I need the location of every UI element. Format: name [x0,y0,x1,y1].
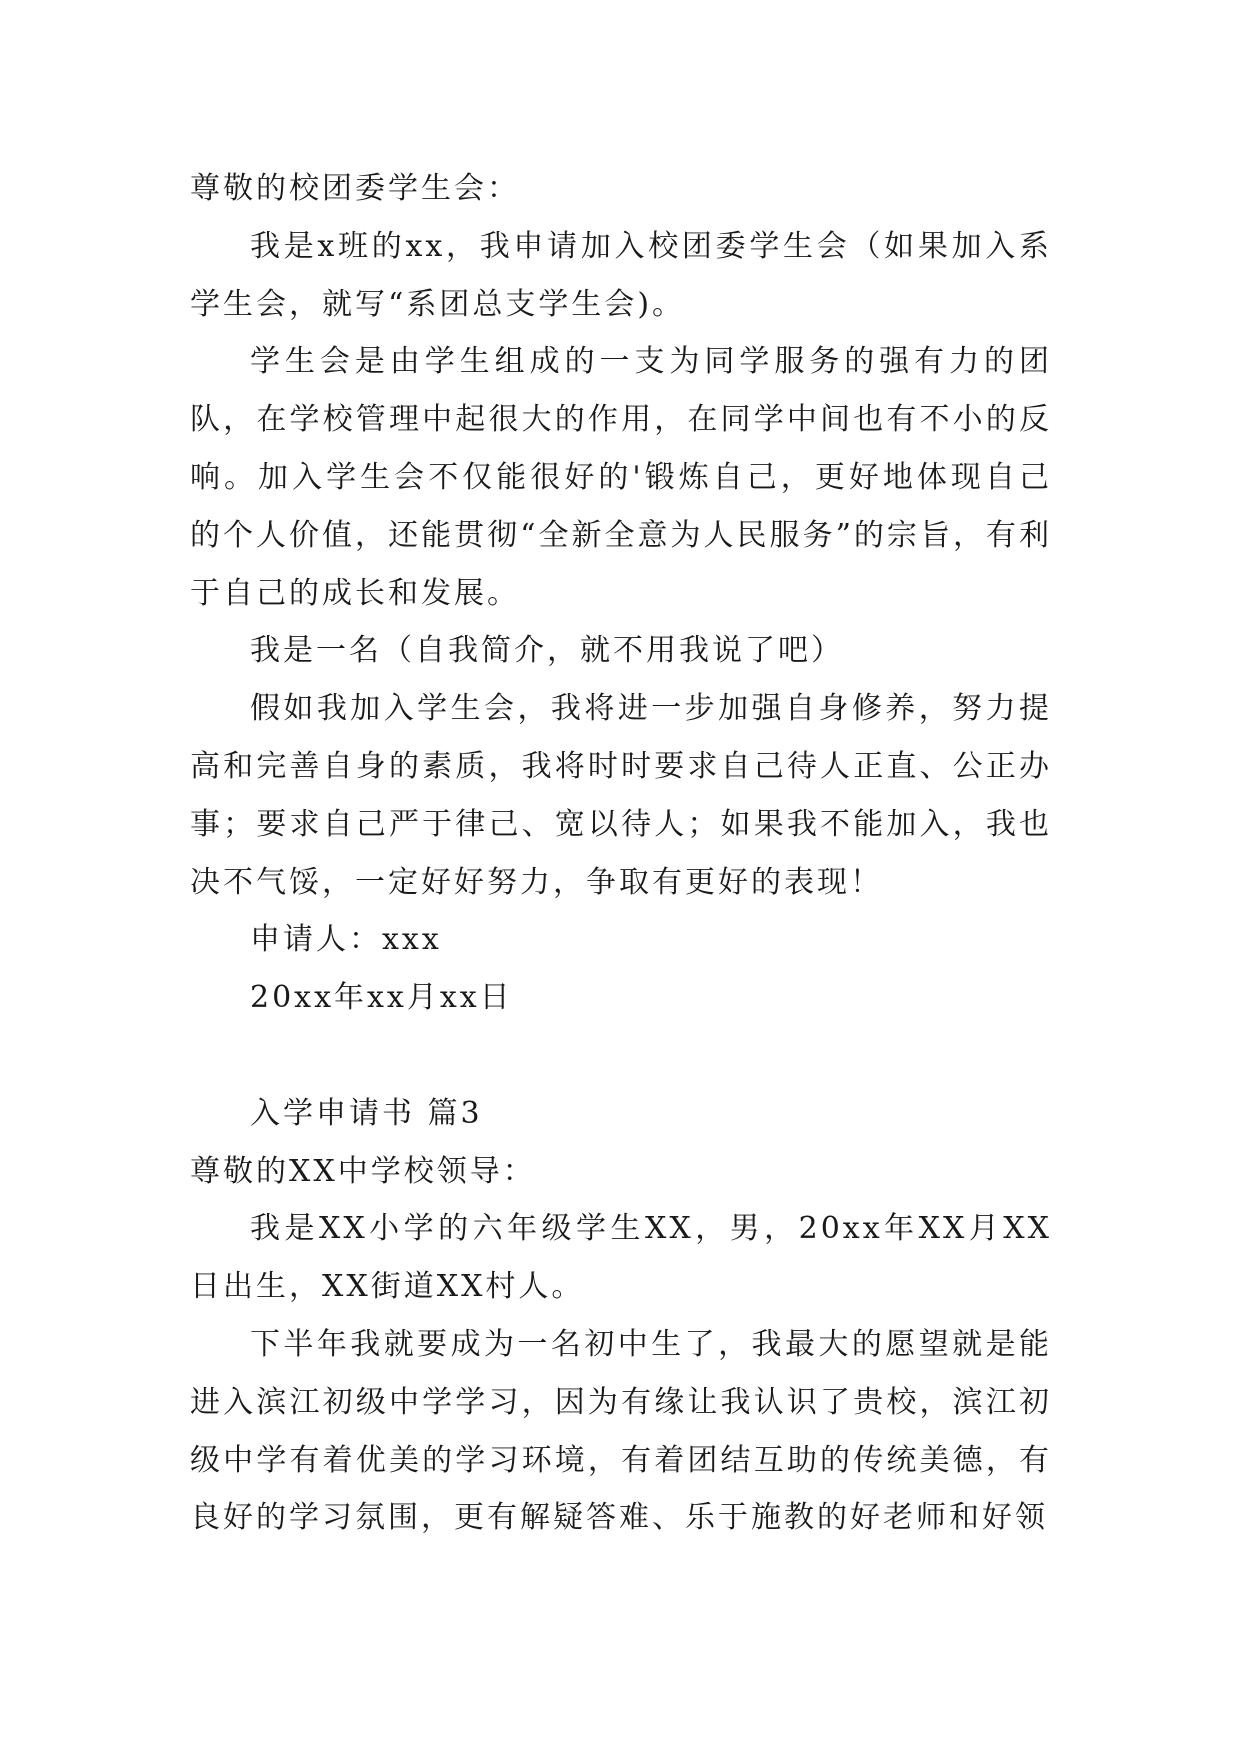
paragraph-self-intro: 我是一名（自我简介，就不用我说了吧） [250,633,844,669]
applicant-signature: 申请人：xxx [250,922,442,958]
salutation-2: 尊敬的XX中学校领导： [190,1153,536,1189]
paragraph-student-info: 我是XX小学的六年级学生XX，男，20xx年XX月XX日出生，XX街道XX村人。 [190,1211,1052,1305]
salutation: 尊敬的校团委学生会： [190,171,520,206]
section-title: 入学申请书 篇3 [250,1095,483,1131]
paragraph-intro: 我是x班的xx，我申请加入校团委学生会（如果加入系学生会，就写“系团总支学生会)。 [190,228,1052,322]
section-spacer [190,1027,1052,1085]
paragraph-commitment: 假如我加入学生会，我将进一步加强自身修养，努力提高和完善自身的素质，我将时时要求自己待人正直、公正办事；要求自己严于律己、宽以待人；如果我不能加入，我也决不气馁，一定好好努力，争取有更好的表现！ [190,691,1052,900]
paragraph-student-union: 学生会是由学生组成的一支为同学服务的强有力的团队，在学校管理中起很大的作用，在同学中间也有不小的反响。加入学生会不仅能很好的'锻炼自己，更好地体现自己的个人价值，还能贯彻“全新全意为人民服务”的宗旨，有利于自己的成长和发展。 [190,344,1052,611]
application-date: 20xx年xx月xx日 [250,980,513,1016]
document-body [190,160,1052,1547]
paragraph-aspiration: 下半年我就要成为一名初中生了，我最大的愿望就是能进入滨江初级中学学习，因为有缘让我认识了贵校，滨江初级中学有着优美的学习环境，有着团结互助的传统美德，有良好的学习氛围，更有解疑答难、乐于施教的好老师和好领 [190,1326,1052,1536]
